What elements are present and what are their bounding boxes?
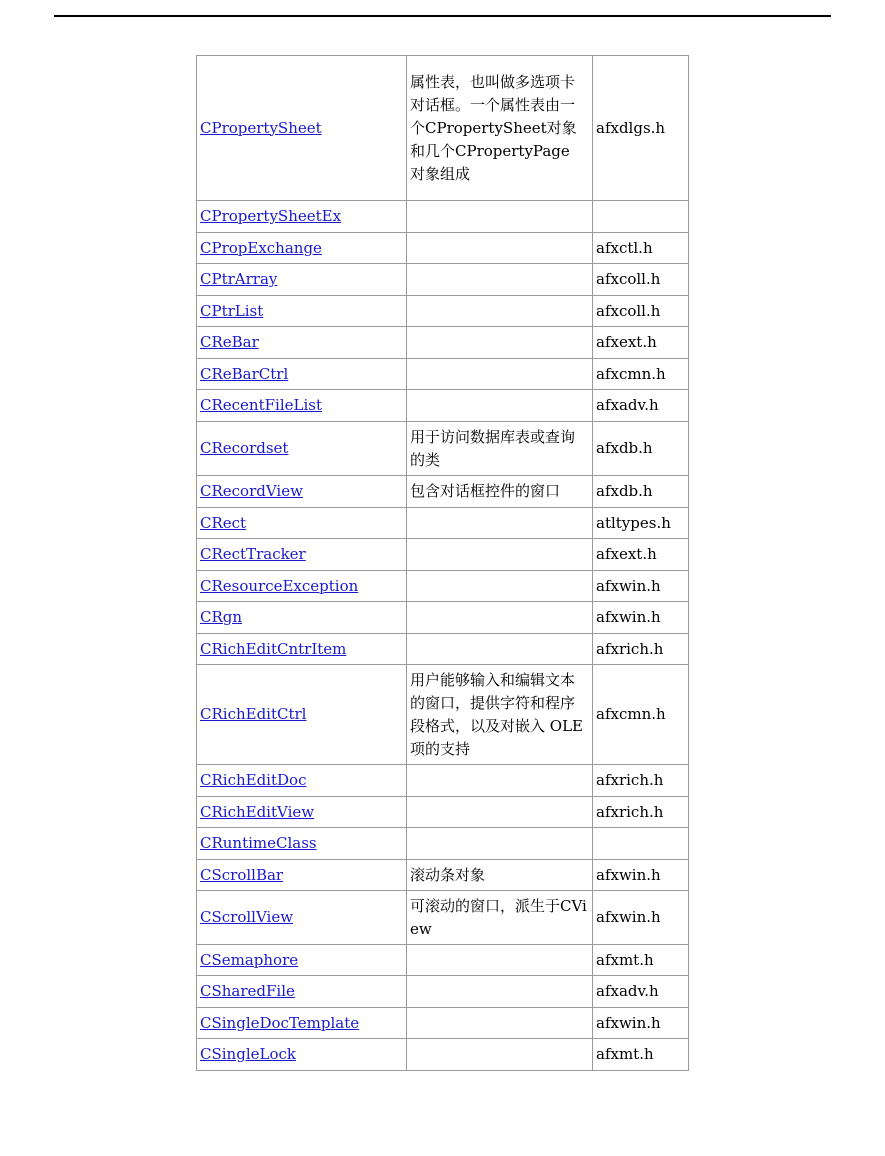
class-name-link[interactable]: CRecordset [200, 439, 289, 457]
header-file-cell: afxcmn.h [593, 665, 689, 765]
class-name-cell [197, 828, 407, 860]
description-cell [407, 797, 593, 828]
class-name-link[interactable]: CScrollView [200, 908, 294, 926]
header-file-cell [593, 828, 689, 860]
header-file-cell: afxadv.h [593, 390, 689, 422]
class-name-cell [197, 327, 407, 359]
description-cell [407, 539, 593, 571]
class-name-cell [197, 1039, 407, 1071]
class-name-link[interactable]: CRect [200, 513, 247, 532]
class-name-cell [197, 56, 407, 201]
class-name-link[interactable]: CScrollBar [200, 865, 284, 884]
header-file-cell: afxwin.h [593, 860, 689, 891]
table-body [197, 56, 689, 1071]
description-cell: 包含对话框控件的窗口 [407, 476, 593, 508]
description-cell [407, 1008, 593, 1039]
table-row [197, 508, 689, 539]
description-cell [407, 571, 593, 602]
header-file-cell: afxdlgs.h [593, 56, 689, 201]
description-cell [407, 296, 593, 327]
table-row [197, 1039, 689, 1071]
class-name-link[interactable]: CRichEditDoc [200, 771, 307, 789]
description-cell [407, 390, 593, 422]
table-row [197, 976, 689, 1008]
class-name-link[interactable]: CRichEditCntrItem [200, 639, 347, 658]
header-file-cell: afxdb.h [593, 476, 689, 508]
class-name-link[interactable]: CSharedFile [200, 982, 295, 1000]
class-name-link[interactable]: CSemaphore [200, 950, 299, 969]
description-cell [407, 233, 593, 264]
class-name-cell [197, 797, 407, 828]
description-cell: 可滚动的窗口，派生于CView [407, 891, 593, 945]
class-name-cell [197, 860, 407, 891]
class-name-cell [197, 976, 407, 1008]
header-file-cell: afxmt.h [593, 945, 689, 976]
class-name-link[interactable]: CReBar [200, 333, 259, 351]
class-name-cell [197, 422, 407, 476]
table-row [197, 327, 689, 359]
class-name-link[interactable]: CPropertySheet [200, 118, 322, 137]
table-row [197, 422, 689, 476]
table-row [197, 571, 689, 602]
table-row [197, 797, 689, 828]
description-cell [407, 976, 593, 1008]
header-file-cell: afxwin.h [593, 891, 689, 945]
description-cell [407, 1039, 593, 1071]
table-row [197, 634, 689, 665]
class-name-link[interactable]: CRecentFileList [200, 396, 322, 414]
description-cell [407, 828, 593, 860]
header-file-cell [593, 201, 689, 233]
table-row [197, 264, 689, 296]
header-file-cell: afxcoll.h [593, 296, 689, 327]
class-name-link[interactable]: CSingleDocTemplate [200, 1013, 360, 1032]
header-file-cell: atltypes.h [593, 508, 689, 539]
header-file-cell: afxmt.h [593, 1039, 689, 1071]
header-file-cell: afxext.h [593, 327, 689, 359]
class-name-link[interactable]: CRgn [200, 608, 243, 626]
table-row [197, 359, 689, 390]
class-name-cell [197, 359, 407, 390]
class-name-cell [197, 945, 407, 976]
class-name-cell [197, 1008, 407, 1039]
class-name-link[interactable]: CReBarCtrl [200, 364, 289, 383]
table-row [197, 539, 689, 571]
header-file-cell: afxctl.h [593, 233, 689, 264]
class-name-cell [197, 765, 407, 797]
description-cell [407, 264, 593, 296]
description-cell [407, 602, 593, 634]
description-cell [407, 945, 593, 976]
description-cell [407, 634, 593, 665]
class-reference-table [196, 55, 689, 1071]
class-name-cell [197, 602, 407, 634]
description-cell: 滚动条对象 [407, 860, 593, 891]
class-name-cell [197, 233, 407, 264]
description-cell [407, 765, 593, 797]
class-name-link[interactable]: CSingleLock [200, 1045, 296, 1063]
description-cell [407, 327, 593, 359]
description-cell [407, 359, 593, 390]
class-name-cell [197, 634, 407, 665]
table-row [197, 891, 689, 945]
class-name-cell [197, 296, 407, 327]
table-row [197, 828, 689, 860]
table-row [197, 296, 689, 327]
table-row [197, 56, 689, 201]
class-name-link[interactable]: CPropExchange [200, 238, 322, 257]
class-name-link[interactable]: CPropertySheetEx [200, 207, 342, 225]
class-name-link[interactable]: CRecordView [200, 482, 303, 500]
header-file-cell: afxrich.h [593, 634, 689, 665]
header-file-cell: afxcmn.h [593, 359, 689, 390]
table-row [197, 233, 689, 264]
header-file-cell: afxwin.h [593, 1008, 689, 1039]
description-cell [407, 508, 593, 539]
class-name-cell [197, 201, 407, 233]
header-file-cell: afxwin.h [593, 602, 689, 634]
table-row [197, 476, 689, 508]
header-file-cell: afxwin.h [593, 571, 689, 602]
class-name-cell [197, 539, 407, 571]
class-name-link[interactable]: CResourceException [200, 576, 359, 595]
description-cell: 用于访问数据库表或查询的类 [407, 422, 593, 476]
class-name-link[interactable]: CPtrList [200, 301, 264, 320]
top-rule [54, 15, 831, 17]
description-cell: 属性表，也叫做多选项卡对话框。一个属性表由一个CPropertySheet对象和几个CPropertyPage 对象组成 [407, 56, 593, 201]
table-row [197, 765, 689, 797]
header-file-cell: afxrich.h [593, 765, 689, 797]
description-cell [407, 201, 593, 233]
class-name-cell [197, 476, 407, 508]
class-name-cell [197, 390, 407, 422]
class-name-link[interactable]: CRichEditView [200, 802, 315, 821]
table-row [197, 1008, 689, 1039]
table-row [197, 602, 689, 634]
table-row [197, 201, 689, 233]
table-row [197, 945, 689, 976]
header-file-cell: afxext.h [593, 539, 689, 571]
class-name-link[interactable]: CRectTracker [200, 545, 306, 563]
header-file-cell: afxadv.h [593, 976, 689, 1008]
class-name-link[interactable]: CPtrArray [200, 270, 278, 288]
header-file-cell: afxrich.h [593, 797, 689, 828]
class-name-cell [197, 508, 407, 539]
table-row [197, 390, 689, 422]
table-row [197, 860, 689, 891]
header-file-cell: afxcoll.h [593, 264, 689, 296]
class-name-cell [197, 665, 407, 765]
header-file-cell: afxdb.h [593, 422, 689, 476]
table-row [197, 665, 689, 765]
class-name-cell [197, 264, 407, 296]
class-name-cell [197, 571, 407, 602]
class-name-cell [197, 891, 407, 945]
class-name-link[interactable]: CRichEditCtrl [200, 705, 307, 723]
description-cell: 用户能够输入和编辑文本的窗口，提供字符和程序段格式，以及对嵌入 OLE 项的支持 [407, 665, 593, 765]
class-name-link[interactable]: CRuntimeClass [200, 834, 317, 852]
